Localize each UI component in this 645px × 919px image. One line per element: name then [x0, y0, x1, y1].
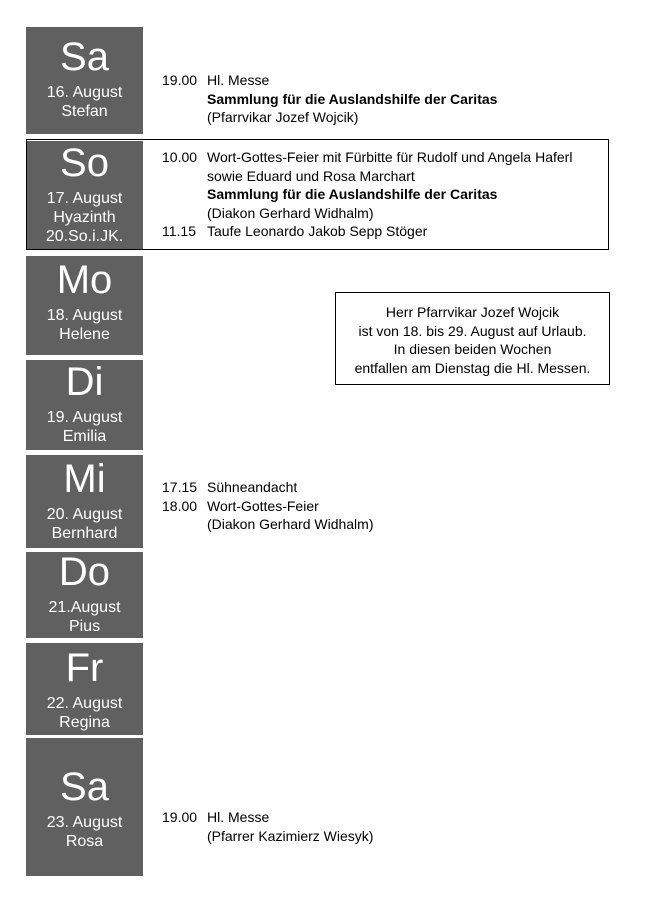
entry-time: 11.15: [162, 223, 196, 240]
day-abbr: Mo: [56, 258, 113, 302]
day-date: 19. August: [46, 409, 123, 426]
sunday-highlight-frame: [26, 139, 609, 250]
day-saint-name: Pius: [68, 618, 101, 635]
day-abbr: Fr: [65, 646, 104, 690]
entry-text: (Pfarrvikar Jozef Wojcik): [207, 109, 359, 126]
day-block: [26, 360, 143, 450]
day-saint-name: 20.So.i.JK.: [45, 228, 124, 245]
day-saint-name: Rosa: [65, 833, 104, 850]
entry-row: [162, 90, 497, 109]
day-date: 20. August: [46, 506, 123, 523]
entry-time: [162, 827, 207, 846]
entry-time: 19.00: [162, 809, 198, 825]
entry-row: [162, 478, 374, 497]
day-block: [26, 455, 143, 548]
entry-time: 10.00: [162, 149, 198, 165]
day-entries: [162, 71, 497, 127]
entry-text: sowie Eduard und Rosa Marchart: [207, 167, 415, 184]
day-saint-name: Helene: [59, 326, 110, 343]
day-block: [26, 738, 143, 876]
day-date: 17. August: [46, 190, 123, 207]
entry-time: 18.00: [162, 497, 198, 514]
entry-text: Sammlung für die Auslandshilfe der Caritas: [207, 186, 498, 203]
entry-time: 17.15: [162, 479, 198, 495]
day-saint-name: Regina: [59, 714, 110, 731]
entry-time: [162, 90, 207, 109]
entry-text: (Diakon Gerhard Widhalm): [207, 204, 374, 221]
entry-row: [162, 108, 497, 127]
entry-text: Hl. Messe: [207, 72, 270, 88]
entry-text: Sammlung für die Auslandshilfe der Caritas: [207, 90, 498, 107]
day-saint-name: Hyazinth: [53, 209, 116, 226]
entry-row: [162, 808, 373, 827]
day-saint-name: Emilia: [62, 428, 107, 445]
entry-text: Taufe Leonardo Jakob Sepp Stöger: [207, 223, 428, 240]
day-abbr: Do: [58, 550, 111, 594]
entry-row: [162, 515, 374, 534]
day-saint-name: Stefan: [61, 103, 108, 120]
day-entries: [162, 478, 374, 534]
day-saint-name: Bernhard: [51, 525, 118, 542]
notice-line: ist von 18. bis 29. August auf Urlaub.: [358, 322, 587, 339]
entry-text: Wort-Gottes-Feier: [207, 497, 319, 514]
notice-line: Herr Pfarrvikar Jozef Wojcik: [385, 304, 560, 320]
day-entries: [162, 808, 373, 845]
day-abbr: Di: [65, 360, 104, 404]
entry-text: (Pfarrer Kazimierz Wiesyk): [207, 827, 374, 844]
vacation-notice: [335, 292, 610, 385]
day-block: [26, 256, 143, 355]
entry-time: [162, 515, 207, 534]
day-abbr: Sa: [60, 765, 109, 809]
notice-line: In diesen beiden Wochen: [393, 341, 552, 358]
entry-text: Hl. Messe: [207, 809, 270, 825]
day-date: 21.August: [48, 599, 121, 616]
day-abbr: So: [60, 141, 109, 185]
entry-row: [162, 71, 497, 90]
day-abbr: Sa: [60, 35, 109, 79]
day-date: 23. August: [46, 814, 123, 831]
day-abbr: Mi: [63, 457, 106, 501]
entry-text: Wort-Gottes-Feier mit Fürbitte für Rudolf und Angela Haferl: [207, 149, 573, 165]
entry-time: [162, 108, 207, 127]
entry-row: [162, 827, 373, 846]
entry-time: 19.00: [162, 72, 198, 88]
entry-text: (Diakon Gerhard Widhalm): [207, 516, 374, 533]
day-date: 22. August: [46, 695, 123, 712]
day-date: 16. August: [46, 84, 123, 101]
day-block: [26, 643, 143, 735]
day-block: [26, 27, 143, 134]
day-block: [26, 552, 143, 638]
notice-line: entfallen am Dienstag die Hl. Messen.: [354, 359, 591, 376]
day-date: 18. August: [46, 307, 123, 324]
entry-text: Sühneandacht: [207, 479, 298, 495]
entry-row: [162, 497, 374, 516]
